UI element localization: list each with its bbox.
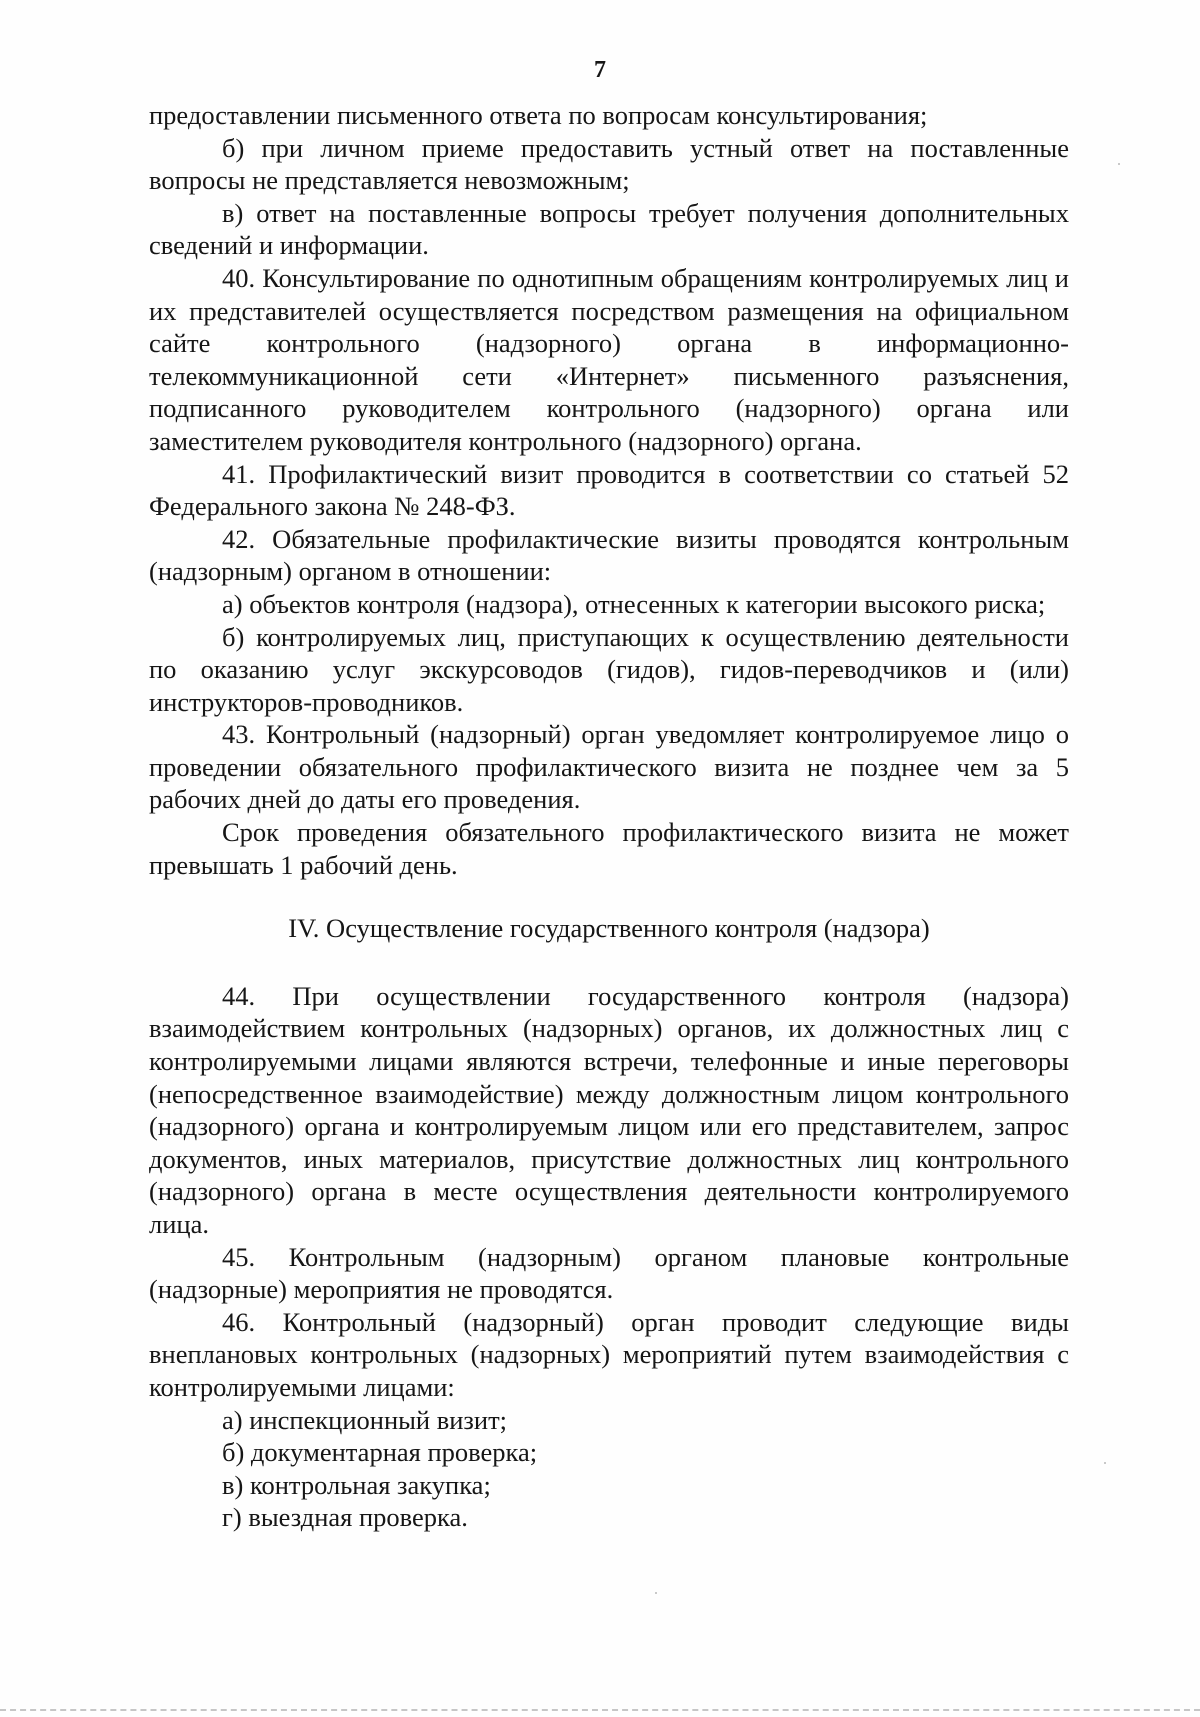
paragraph-46-item-g: г) выездная проверка. xyxy=(222,1502,468,1533)
paragraph-46-item-b: б) документарная проверка; xyxy=(222,1437,538,1468)
scan-speck xyxy=(1118,163,1120,165)
document-body xyxy=(149,99,1069,1534)
paragraph-45: 45. Контрольным (надзорным) органом плановые контрольные (надзорные) мероприятия не проводятся. xyxy=(149,1241,1069,1305)
paragraph-43: 43. Контрольный (надзорный) орган уведомляет контролируемое лицо о проведении обязательного профилактического визита не позднее чем за 5 рабочих дней до даты его проведения. xyxy=(149,719,1069,815)
section-heading: IV. Осуществление государственного контроля (надзора) xyxy=(288,913,930,944)
paragraph-41: 41. Профилактический визит проводится в соответствии со статьей 52 Федерального закона № 248-ФЗ. xyxy=(149,458,1069,522)
paragraph-item-v: в) ответ на поставленные вопросы требует получения дополнительных сведений и информации. xyxy=(149,197,1069,261)
paragraph-item-b: б) при личном приеме предоставить устный ответ на поставленные вопросы не представляется невозможным; xyxy=(149,132,1069,196)
page-number: 7 xyxy=(594,57,606,83)
paragraph-42-item-a: а) объектов контроля (надзора), отнесенных к категории высокого риска; xyxy=(222,588,1046,619)
paragraph-43-term: Срок проведения обязательного профилактического визита не может превышать 1 рабочий день. xyxy=(149,817,1069,880)
paragraph-continuation: предоставлении письменного ответа по вопросам консультирования; xyxy=(149,100,928,130)
paragraph-46: 46. Контрольный (надзорный) орган проводит следующие виды внеплановых контрольных (надзорных) мероприятий путем взаимодействия с контролируемыми лицами: xyxy=(149,1306,1069,1402)
scan-speck xyxy=(655,1592,657,1594)
scan-bottom-edge xyxy=(0,1709,1200,1711)
paragraph-42-item-b: б) контролируемых лиц, приступающих к осуществлению деятельности по оказанию услуг экскурсоводов (гидов), гидов-переводчиков и (или) инструкторов-проводников. xyxy=(149,621,1069,717)
paragraph-42: 42. Обязательные профилактические визиты проводятся контрольным (надзорным) органом в отношении: xyxy=(149,523,1069,587)
paragraph-46-item-a: а) инспекционный визит; xyxy=(222,1404,508,1435)
scan-speck xyxy=(1104,1462,1106,1464)
paragraph-46-item-v: в) контрольная закупка; xyxy=(222,1469,491,1500)
paragraph-40: 40. Консультирование по однотипным обращениям контролируемых лиц и их представителей осуществляется посредством размещения на официальном сайте контрольного (надзорного) органа в информационно-телекоммуникационной сети «Интернет» письменного разъяснения, подписанного руководителем контрольного (надзорного) органа или заместителем руководителя контрольного (надзорного) органа. xyxy=(149,262,1069,456)
paragraph-44: 44. При осуществлении государственного контроля (надзора) взаимодействием контрольных (надзорных) органов, их должностных лиц с контролируемыми лицами являются встречи, телефонные и иные переговоры (непосредственное взаимодействие) между должностным лицом контрольного (надзорного) органа и контролируемым лицом или его представителем, запрос документов, иных материалов, присутствие должностных лиц контрольного (надзорного) органа в месте осуществления деятельности контролируемого лица. xyxy=(149,980,1069,1239)
